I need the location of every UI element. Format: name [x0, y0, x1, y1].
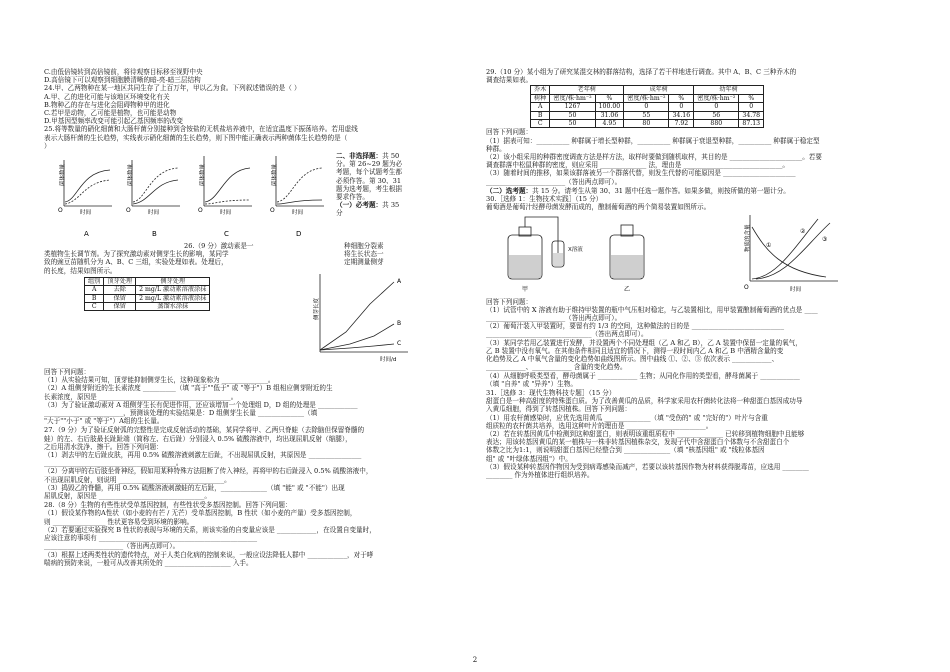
text-line: （2）葡萄汁装入甲装置时，要留有约 1/3 的空间，这种做法的目的是 ____________________________ — [486, 322, 785, 331]
text-line: （3）某同学若用乙装置进行发酵，并设置两个不同处理组（乙 A 和乙 B），乙 A 装置中保留一定量的氧气， — [486, 338, 802, 347]
graph-label: A — [84, 230, 89, 239]
text-line: 将生长状态一 — [344, 250, 384, 259]
text-line: ________________________，预测该处理的实验结果是：D 组侧芽生长量 ______________（填 — [44, 409, 318, 418]
text-line: B.物种乙的存在与进化会阻碍物种甲的进化 — [44, 100, 170, 109]
graph-ylabel: 菌体数量 — [200, 164, 206, 187]
section2-intro — [336, 152, 464, 218]
graph-label: B — [152, 230, 157, 239]
text-line: （3）为了验证激动素对 A 组侧芽生长有促进作用，还应该增加一个处理组 D，D 组的处理是 ____________ — [44, 400, 358, 409]
q28-block — [44, 501, 464, 567]
table-cell: 50 — [550, 120, 595, 128]
text-line: ________ 作为外植体进行组织培养。 — [486, 470, 594, 479]
graph-label: C — [224, 230, 229, 239]
page-number: 2 — [472, 656, 478, 664]
text-line: A.甲、乙的进化可能与该地区环境变化有关 — [44, 92, 170, 101]
curve-label-a: A — [397, 278, 402, 286]
text-line: 致的豌豆苗随机分为 A、B、C 三组，实验处理如表。处理后， — [44, 258, 228, 267]
table-header: 成年树 — [624, 86, 694, 94]
required-header: （一）必考题： — [336, 201, 383, 210]
curve-label-2: ② — [800, 228, 806, 236]
text-line: 则 ________________ 性状更容易受到环境的影响。 — [44, 517, 194, 526]
text-line: 的长度，结果如图所示。 — [44, 266, 117, 275]
text-line: 共 50 — [382, 152, 400, 161]
q31-block — [486, 389, 906, 479]
chart-xlabel: 时间/d — [380, 357, 397, 364]
text-line: 蛙）的左、右后肢最长趾趾端（简称左、右后趾）分别浸入 0.5% 硫酸溶液中，均出现屈肌反射（缩腿）， — [44, 434, 352, 443]
text-line: 入黄瓜细胞，得到了转基因植株。回答下列问题： — [486, 405, 632, 414]
curve-label-1: ① — [766, 242, 772, 250]
graph-d — [270, 156, 324, 238]
text-line: （1）据表可知：__________ 种群属于增长型种群，__________ 种群属于衰退型种群，__________ 种群属于稳定型 — [486, 136, 820, 145]
table-header: 顶芽处理 — [104, 277, 136, 285]
text-line: 调查群落中松鼠种群的密度，则应采用 ______________ 法，理由是 ______________________________。 — [486, 161, 790, 170]
q26-chart — [296, 268, 416, 364]
text-line: （填 "自养" 或 "异养"）生物。 — [486, 379, 577, 388]
label-x-solution: X溶液 — [568, 247, 583, 254]
text-line: 表示大肠杆菌的生长趋势，实线表示硝化细菌的生长趋势，则下图中能正确表示两种菌体生长趋势的是（ — [44, 133, 348, 142]
text-line: （3）随着时间的推移，如果该群落被另一个群落代替，则发生代替的可能原因是 ______________________ — [486, 169, 796, 178]
text-line: "大于""小于" 或 "等于"）A组的生长量。 — [44, 417, 164, 426]
table-cell: 2 mg/L 激动素溶液涂抹 — [136, 286, 210, 294]
q25-graph-set — [44, 150, 334, 242]
text-line: 分 — [336, 209, 343, 218]
table-cell: 56 — [694, 111, 739, 119]
graph-origin: O — [58, 207, 63, 215]
graph-origin: O — [198, 207, 203, 215]
text-line: 24.甲、乙两物种在某一地区共同生存了上百万年，甲以乙为食。下列叙述错误的是（ ） — [44, 84, 301, 93]
graph-xlabel: 时间 — [148, 210, 160, 217]
table-cell: C — [531, 120, 550, 128]
apparatus-yi — [610, 225, 644, 293]
q30-block — [486, 195, 906, 388]
table-cell: 保留 — [104, 303, 136, 311]
table-cell: 保留 — [104, 294, 136, 302]
table-cell: 2 mg/L 激动素溶液涂抹 — [136, 294, 210, 302]
table-cell: A — [531, 103, 550, 111]
table-cell: 100.00 — [595, 103, 624, 111]
graph-origin: O — [270, 207, 275, 215]
text-line: 种细胞分裂素 — [344, 242, 384, 251]
text-line: ________________________________________。 — [44, 459, 183, 468]
graph-xlabel: 时间 — [80, 210, 92, 217]
text-line: D.甲基因型频率改变可能引起乙基因频率的改变 — [44, 117, 184, 126]
table-cell: B — [531, 111, 550, 119]
table-cell: 蒸馏水涂抹 — [136, 303, 210, 311]
table-header: 树种 — [531, 94, 550, 102]
graph-origin: O — [126, 207, 131, 215]
text-line: 必须作答。第 30、31 — [336, 176, 402, 185]
text-line: 体数之比为1:1，则说明甜蛋白基因已经整合到 ______________（填 "核基因组" 或 "线粒体基因 — [486, 446, 765, 455]
q29-block — [486, 68, 906, 186]
text-line: D.高倍镜下可以观察到细胞膜清晰的暗-亮-暗三层结构 — [44, 76, 201, 85]
text-line: （2）A 组侧芽附近的生长素浓度 __________（填 "高于""低于" 或 "等于"）B 组相应侧芽附近的生 — [44, 384, 333, 393]
text-line: 长素浓度，原因是 ________________________________________。 — [44, 392, 238, 401]
table-cell: 34.78 — [739, 111, 764, 119]
text-line: 组质粒的农杆菌共培养，选用这种叶片的理由是 ________________________。 — [486, 421, 713, 430]
q30-title: 30.［选修 1：生物技术实践］（15 分） — [486, 195, 603, 204]
table-cell: 0 — [669, 103, 694, 111]
text-line: ________________________（答出两点即可）。 — [486, 314, 622, 323]
text-line: 26.（9 分）激动素是一 — [184, 242, 254, 251]
table-cell: 0 — [739, 103, 764, 111]
text-line: 组" 或 "叶绿体基因组"）中。 — [486, 454, 572, 463]
text-line: ____________、____________ 含量的变化趋势。 — [486, 363, 627, 372]
text-line: ________________________（答出两点即可）。 — [486, 177, 622, 186]
section2-header: 二、非选择题： — [336, 152, 383, 161]
graph-c — [198, 156, 252, 238]
text-line: （2）若要通过实验探究 B 性状的表现与环境的关系，则该实验的自变量应该是 ____________，在设置自变量时， — [44, 525, 376, 534]
text-line: 共 35 — [382, 201, 400, 210]
curve-label-3: ③ — [822, 236, 828, 244]
q25-graphs — [44, 150, 464, 242]
text-line: （4）从细胞呼吸类型看，酵母菌属于 ____________ 生物；从同化作用的类型看，酵母菌属于 ____________ — [486, 371, 800, 380]
text-line: 定期测量侧芽 — [344, 258, 384, 267]
text-line: （1）试管中的 X 溶液有助于维持甲装置的瓶中气压相对稳定，与乙装置相比，用甲装置酿制葡萄酒的优点是 ____ — [486, 305, 818, 314]
graph-ylabel: 菌体数量 — [272, 164, 278, 187]
left-top-block — [44, 68, 464, 150]
table-cell: 87.13 — [739, 120, 764, 128]
text-line: 考题，每个试题考生都 — [336, 168, 402, 177]
table-header: 组别 — [85, 277, 104, 285]
q27-block — [44, 426, 464, 500]
table-cell: 0 — [624, 103, 669, 111]
text-line: （3）捣毁乙的脊髓，再用 0.5% 硫酸溶液刺激蛙的左后趾，______________（填 "能" 或 "不能"）出现 — [44, 483, 345, 492]
curve-label-c: C — [397, 340, 402, 348]
text-line: 25.将等数量的硝化细菌和大肠杆菌分别接种到含铵盐的无机盐培养液中，在适宜温度下振荡培养。若用虚线 — [44, 125, 358, 134]
text-line: （3）根据上述两类性状的遗传特点，对于人类白化病的控制来说，一般应设法降低人群中 ____________，对于哮 — [44, 550, 374, 559]
text-line: 分。第 26~29 题为必 — [336, 160, 403, 169]
text-line: 回答下列问题： — [486, 128, 533, 137]
text-line: （1）剥去甲的左后趾皮肤，再用 0.5% 硫酸溶液刺激左后趾，不出现屈肌反射，其原因是 ________________ — [44, 451, 362, 460]
graph-b — [126, 160, 180, 238]
table-header: 侧芽处理 — [136, 277, 210, 285]
text-line: 题为选考题，考生根据 — [336, 184, 402, 193]
table-header: % — [669, 94, 694, 102]
q30-curve-chart — [743, 215, 838, 293]
table-cell: 0 — [694, 103, 739, 111]
text-line: （3）假设某种转基因作物因为受到病毒感染而减产，若要以该转基因作物为材料获得脱毒苗，应选用 ________ — [486, 462, 809, 471]
text-line: 回答下列问题： — [44, 368, 91, 377]
text-line: 之后用清水洗净、擦干。回答下列问题： — [44, 442, 163, 451]
graph-xlabel: 时间 — [292, 210, 304, 217]
table-header: 密度/株·hm⁻² — [624, 94, 669, 102]
table-header: 密度/株·hm⁻² — [550, 94, 595, 102]
text-line: （2）分离甲的右后肢坐骨神经，假如用某种特殊方法阻断了传入神经，再将甲的右后趾浸入 0.5% 硫酸溶液中， — [44, 467, 373, 476]
text-line: 甜蛋白是一种高甜度的特殊蛋白质。为了改善黄瓜的品质，科学家采用农杆菌转化法将一种甜蛋白基因成功导 — [486, 397, 803, 406]
graph-a — [58, 160, 112, 238]
label-yi: 乙 — [624, 286, 631, 294]
text-line: （1）假设某作物的A性状（如小麦的有芒 / 无芒）受单基因控制，B 性状（如小麦的产量）受多基因控制， — [44, 509, 357, 518]
table-cell: 880 — [694, 120, 739, 128]
text-line: 不出现屈肌反射，则说明 ________________________________。 — [44, 475, 231, 484]
text-line: 化趋势及乙 A 中氧气含量的变化趋势如曲线图所示。图中曲线 ①、②、③ 依次表示 ____________、 — [486, 355, 779, 364]
table-header: 密度/株·hm⁻² — [694, 94, 739, 102]
text-line: （2）该小组采用的种群密度调查方法是样方法，取样时要做到随机取样，其目的是 ______________________。若要 — [486, 153, 822, 162]
text-line: 29.（10 分）某小组为了研究某混交林的群落结构，选择了若干样地进行调查。其中 A、B、C 三种乔木的 — [486, 68, 797, 76]
table-cell: 80 — [624, 120, 669, 128]
text-line: 28.（8 分）生物的有些性状受单基因控制，有些性状受多基因控制。回答下列问题： — [44, 501, 292, 510]
text-line: 乙 B 装置中没有氧气。在其他条件相同且适宜的情况下，测得一段时间内乙 A 和乙 B 中酒精含量的变 — [486, 346, 784, 355]
text-line: 表达；用该转基因黄瓜的某一植株与一株非转基因植株杂交，发现子代中含甜蛋白个体数与不含甜蛋白个 — [486, 438, 790, 447]
graph-ylabel: 菌体数量 — [128, 164, 134, 187]
text-line: C.若甲是动物，乙可能是植物，也可能是动物 — [44, 109, 177, 118]
q26-questions — [44, 368, 464, 425]
q30-figure — [486, 211, 906, 295]
q26-block — [44, 242, 464, 368]
text-line: 回答下列问题： — [486, 297, 533, 306]
table-cell: 7.92 — [669, 120, 694, 128]
text-line: 27.（9 分）为了验证反射弧的完整性是完成反射活动的基础，某同学将甲、乙两只脊蛙（去除脑但保留脊髓的 — [44, 426, 365, 435]
text-line: （2）若在转基因黄瓜中检测到这种甜蛋白，则表明该重组质粒中 ______________ 已转移到植物细胞中且能够 — [486, 429, 805, 438]
text-line: 共 15 分。请考生从第 30、31 题中任选一题作答。如果多做，则按所做的第一题计分。 — [532, 186, 790, 195]
q29-table — [530, 85, 764, 128]
text-line: 种群。 — [486, 144, 506, 153]
text-line: 要求作答。 — [336, 193, 369, 202]
optional-title: （二）选考题： — [486, 186, 533, 195]
graph-xlabel: 时间 — [220, 210, 232, 217]
text-line: 调查结果如表。 — [486, 76, 533, 85]
left-column — [44, 68, 464, 567]
table-header: % — [739, 94, 764, 102]
right-column — [486, 68, 906, 479]
table-header: 老年树 — [550, 86, 624, 94]
table-cell: 34.16 — [669, 111, 694, 119]
text-line: 应该注意的事项有 ________________________________________________ — [44, 534, 258, 543]
table-cell: 50 — [550, 111, 595, 119]
text-line: 喘病的预防来说，一般可从改善其所处的 ____________________ 入手。 — [44, 558, 253, 567]
text-line: 类植物生长调节剂。为了探究激动素对侧芽生长的影响，某同学 — [44, 250, 229, 259]
text-line: ________________________________（答出两点即可）。 — [486, 330, 648, 339]
graph-ylabel: 菌体数量 — [60, 164, 66, 187]
text-line: ________________________（答出两点即可）。 — [44, 542, 180, 551]
table-cell: 4.95 — [595, 120, 624, 128]
text-line: 葡萄酒是葡萄汁经酵母菌发酵而成的，酿制葡萄酒的两个简易装置如图所示。 — [486, 203, 711, 212]
table-cell: 去除 — [104, 286, 136, 294]
chart-xlabel: 时间 — [790, 287, 802, 294]
table-header: 乔木 — [531, 86, 550, 94]
chart-origin: O — [744, 284, 749, 292]
q26-side-text — [344, 242, 464, 267]
q31-title: 31.［选修 3：现代生物科技专题］（15 分） — [486, 388, 616, 397]
text-line: 屈肌反射，原因是 ________________________________。 — [44, 492, 211, 501]
table-header: % — [595, 94, 624, 102]
label-jia: 甲 — [522, 286, 529, 294]
table-header: 幼年树 — [694, 86, 764, 94]
table-cell: 1267 — [550, 103, 595, 111]
table-cell: B — [85, 294, 104, 302]
text-line: （1）从实验结果可知，顶芽能抑制侧芽生长，这种现象称为 ______________。 — [44, 376, 275, 385]
text-line: C.由低倍镜转到高倍镜前，将待观察目标移至视野中央 — [44, 68, 203, 76]
table-cell: 31.06 — [595, 111, 624, 119]
apparatus-jia — [508, 217, 583, 293]
text-line: （1）用农杆菌感染时，应优先选用黄瓜 ______________（填 "受伤的" 或 "完好的"）叶片与含重 — [486, 413, 768, 422]
q26-table — [84, 277, 210, 312]
table-cell: A — [85, 286, 104, 294]
chart-ylabel: 侧芽长度 — [314, 298, 320, 321]
curve-label-b: B — [397, 320, 402, 328]
graph-label: D — [296, 230, 302, 239]
chart-ylabel: 物质的含量 — [745, 224, 751, 253]
table-cell: 55 — [624, 111, 669, 119]
text-line: ） — [44, 141, 51, 150]
table-cell: C — [85, 303, 104, 311]
